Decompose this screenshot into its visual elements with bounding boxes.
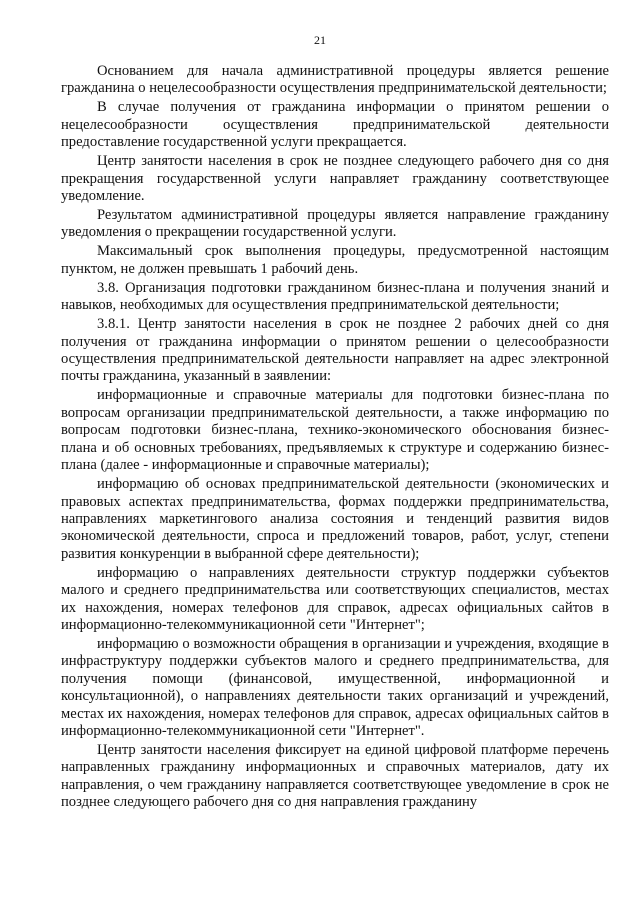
paragraph: Основанием для начала административной процедуры является решение гражданина о нецелесообразности осуществления предпринимательской деятельности;	[61, 63, 609, 97]
paragraph: Максимальный срок выполнения процедуры, предусмотренной настоящим пунктом, не должен превышать 1 рабочий день.	[61, 243, 609, 277]
list-item: информацию о возможности обращения в организации и учреждения, входящие в инфраструктуру поддержки субъектов малого и среднего предпринимательства, для получения помощи (финансовой, имущественной, информационной и консультационной), о направлениях деятельности таких организаций и учреждений, местах их нахождения, номерах телефонов для справок, адресах официальных сайтов в информационно-телекоммуникационной сети "Интернет".	[61, 635, 609, 739]
section-heading: 3.8. Организация подготовки гражданином бизнес-плана и получения знаний и навыков, необходимых для осуществления предпринимательской деятельности;	[61, 279, 609, 314]
paragraph: В случае получения от гражданина информации о принятом решении о нецелесообразности осуществления предпринимательской деятельности предоставление государственной услуги прекращается.	[61, 99, 609, 151]
list-item: информацию об основах предпринимательской деятельности (экономических и правовых аспектах предпринимательства, формах поддержки предпринимательства, направлениях маркетингового анализа состояния и тенденций развития видов экономической деятельности, спроса и предложений товаров, работ, услуг, степени развития конкуренции в выбранной сфере деятельности);	[61, 476, 609, 562]
list-item: информационные и справочные материалы для подготовки бизнес-плана по вопросам организации предпринимательской деятельности, а также информацию по вопросам подготовки бизнес-плана, технико-экономического обоснования бизнес-плана и об основных требованиях, предъявляемых к структуре и содержанию бизнес-плана (далее - информационные и справочные материалы);	[61, 387, 609, 474]
document-body	[61, 63, 609, 813]
paragraph: Центр занятости населения фиксирует на единой цифровой платформе перечень направленных гражданину информационных и справочных материалов, дату их направления, о чем гражданину направляется соответствующее уведомление в срок не позднее следующего рабочего дня со дня направления гражданину	[61, 741, 609, 811]
paragraph: Результатом административной процедуры является направление гражданину уведомления о прекращении государственной услуги.	[61, 207, 609, 241]
paragraph: 3.8.1. Центр занятости населения в срок не позднее 2 рабочих дней со дня получения от гражданина информации о принятом решении о целесообразности осуществления предпринимательской деятельности направляет на адрес электронной почты гражданина, указанный в заявлении:	[61, 316, 609, 385]
page-number: 21	[314, 33, 326, 47]
list-item: информацию о направлениях деятельности структур поддержки субъектов малого и среднего предпринимательства или соответствующих специалистов, местах их нахождения, номерах телефонов для справок, адресах официальных сайтов в информационно-телекоммуникационной сети "Интернет";	[61, 564, 609, 633]
paragraph: Центр занятости населения в срок не позднее следующего рабочего дня со дня прекращения государственной услуги направляет гражданину соответствующее уведомление.	[61, 153, 609, 205]
